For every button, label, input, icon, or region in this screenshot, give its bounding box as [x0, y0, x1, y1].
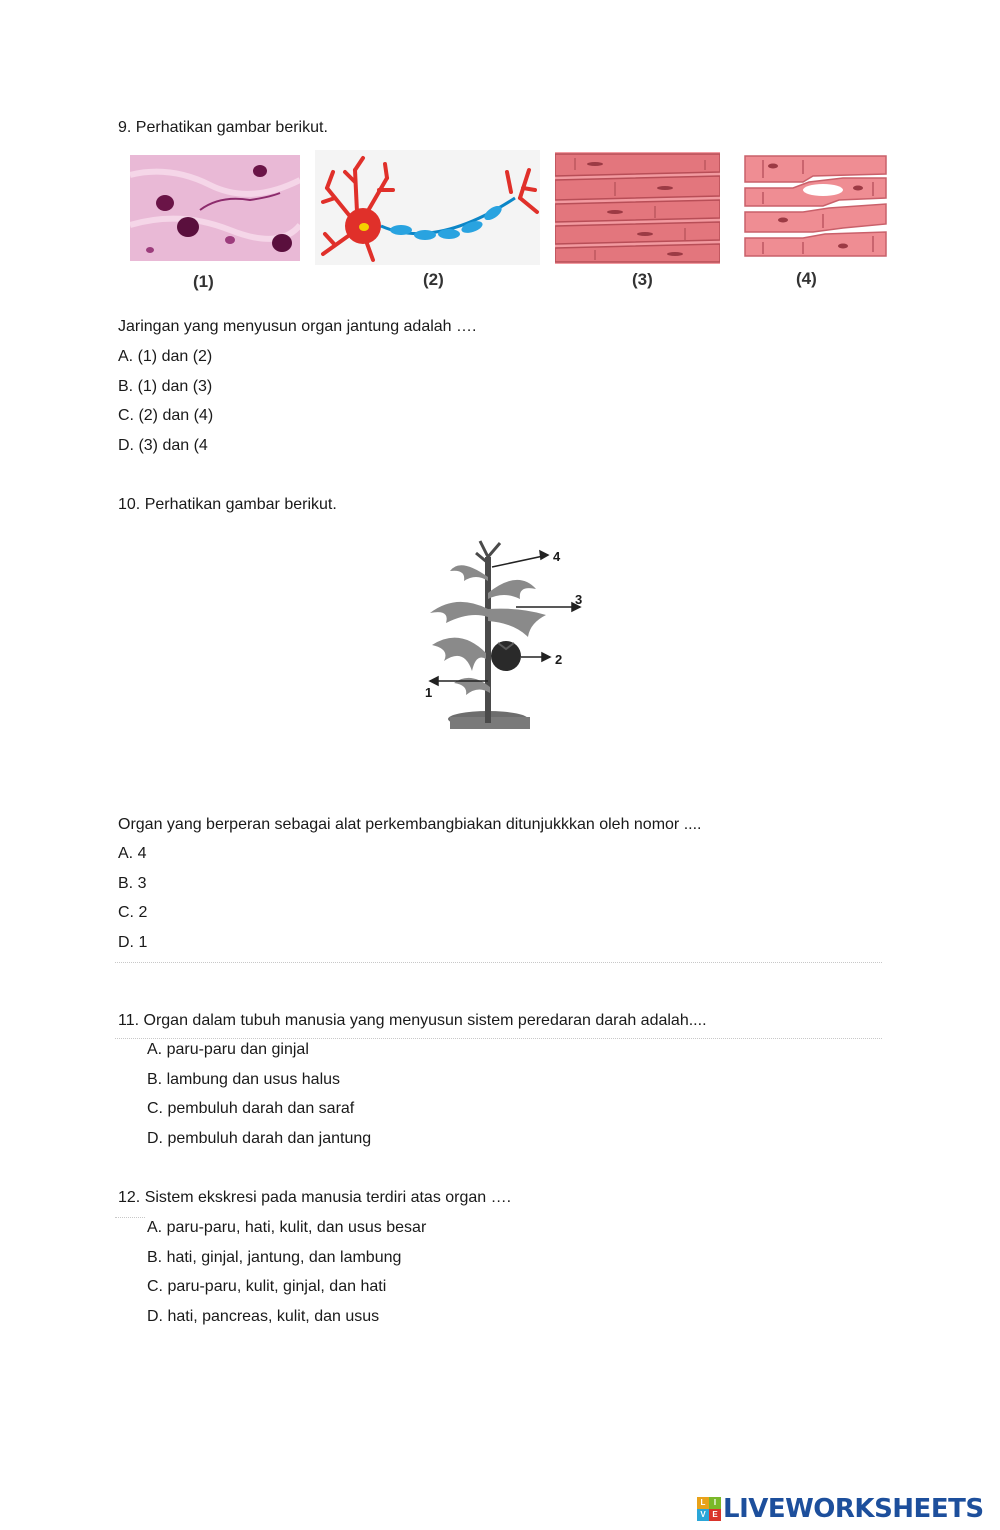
- q11-option-c[interactable]: C. pembuluh darah dan saraf: [147, 1100, 355, 1117]
- q9-image-neuron: [315, 150, 540, 265]
- q10-option-b[interactable]: B. 3: [118, 875, 147, 892]
- q12-option-c[interactable]: C. paru-paru, kulit, ginjal, dan hati: [147, 1278, 387, 1295]
- liveworksheets-logo-text: LIVEWORKSHEETS: [723, 1494, 984, 1524]
- q9-option-d[interactable]: D. (3) dan (4: [118, 437, 208, 454]
- divider: [115, 1038, 882, 1039]
- q12-option-b[interactable]: B. hati, ginjal, jantung, dan lambung: [147, 1249, 402, 1266]
- q10-plant-label-4: 4: [553, 549, 561, 564]
- q10-title: 10. Perhatikan gambar berikut.: [118, 496, 337, 513]
- q9-figure-label-1: (1): [193, 272, 214, 291]
- q9-image-bone-tissue: [130, 155, 300, 261]
- q9-image-skeletal-muscle: [555, 152, 720, 264]
- q9-figure-label-2: (2): [423, 270, 444, 289]
- q11-option-b[interactable]: B. lambung dan usus halus: [147, 1071, 341, 1088]
- q10-plant-label-3: 3: [575, 592, 583, 607]
- q10-option-c[interactable]: C. 2: [118, 904, 148, 921]
- q12-question: 12. Sistem ekskresi pada manusia terdiri atas organ ….: [118, 1189, 512, 1206]
- q9-image-cardiac-muscle: [743, 152, 888, 264]
- q9-title: 9. Perhatikan gambar berikut.: [118, 119, 328, 136]
- q11-option-a[interactable]: A. paru-paru dan ginjal: [147, 1041, 309, 1058]
- q9-option-b[interactable]: B. (1) dan (3): [118, 378, 213, 395]
- q10-plant-label-2: 2: [555, 652, 563, 667]
- q10-option-d[interactable]: D. 1: [118, 934, 148, 951]
- q11-option-d[interactable]: D. pembuluh darah dan jantung: [147, 1130, 372, 1147]
- q9-question: Jaringan yang menyusun organ jantung adalah ….: [118, 318, 477, 335]
- q10-option-a[interactable]: A. 4: [118, 845, 147, 862]
- q10-image-tomato-plant: [420, 537, 590, 729]
- q10-question: Organ yang berperan sebagai alat perkembangbiakan ditunjukkkan oleh nomor ....: [118, 816, 702, 833]
- q9-figure-label-4: (4): [796, 269, 817, 288]
- q9-option-a[interactable]: A. (1) dan (2): [118, 348, 213, 365]
- q9-figure-label-3: (3): [632, 270, 653, 289]
- q9-option-c[interactable]: C. (2) dan (4): [118, 407, 214, 424]
- q12-option-a[interactable]: A. paru-paru, hati, kulit, dan usus besar: [147, 1219, 427, 1236]
- liveworksheets-logo-icon: L I V E: [697, 1497, 721, 1521]
- q11-question: 11. Organ dalam tubuh manusia yang menyusun sistem peredaran darah adalah....: [118, 1012, 707, 1029]
- q12-option-d[interactable]: D. hati, pancreas, kulit, dan usus: [147, 1308, 380, 1325]
- liveworksheets-logo: [697, 1494, 984, 1524]
- divider: [115, 962, 882, 963]
- q10-plant-label-1: 1: [425, 685, 433, 700]
- divider: [115, 1217, 145, 1218]
